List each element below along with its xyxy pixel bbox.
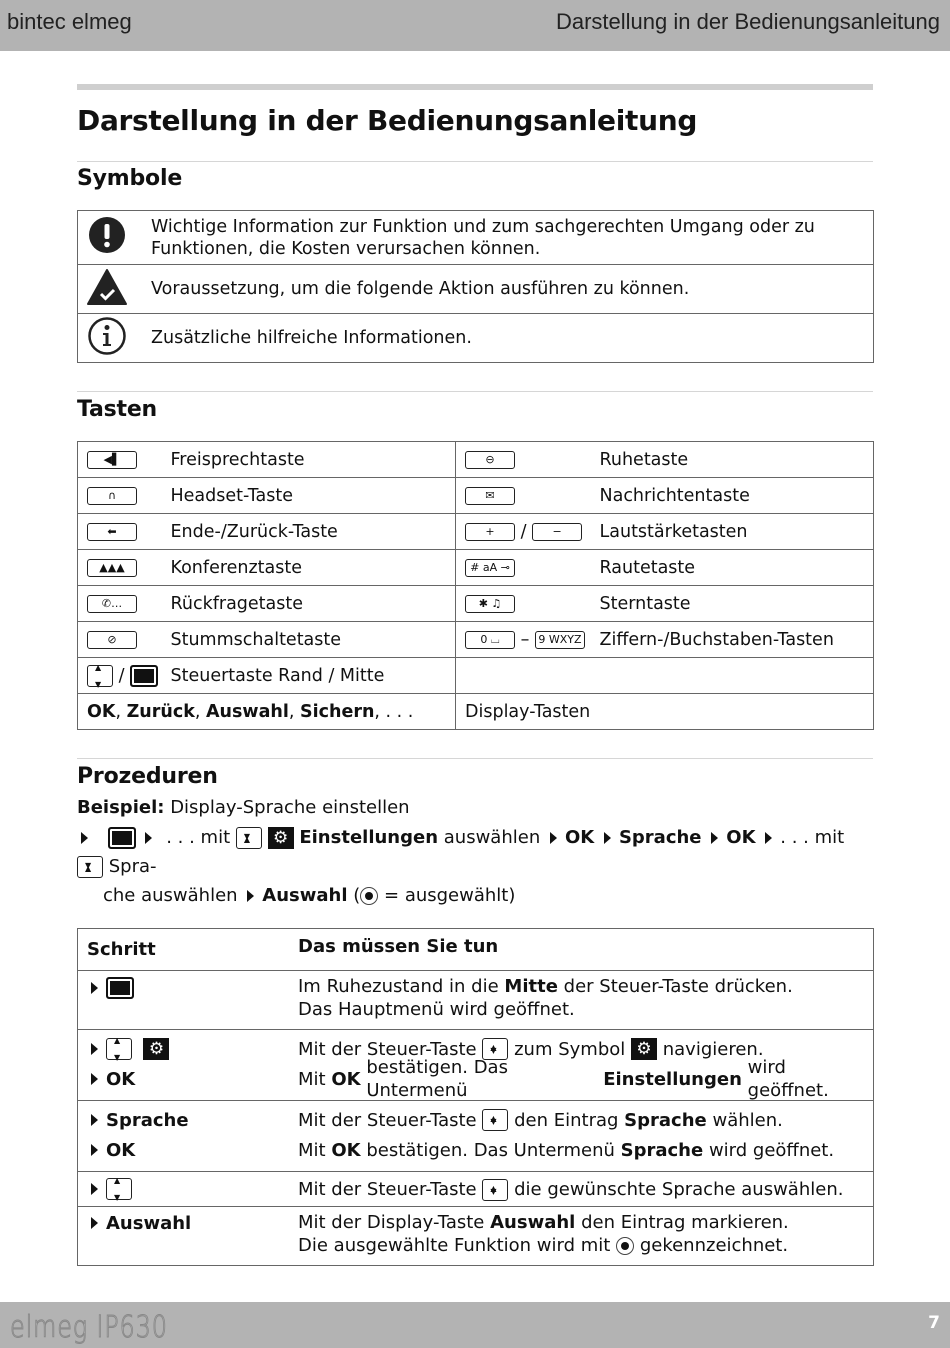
text: wählen. [712,1109,783,1131]
page-header [0,0,950,51]
nav-key-center-icon [106,977,134,999]
keys-table [77,441,874,730]
key-desc: Rückfragetaste [171,586,456,622]
step-arrow-icon [145,832,152,844]
more: , . . . [374,701,414,722]
info-icon [87,316,127,356]
speaker-key-icon: ◀▌ [87,451,137,469]
text: den Eintrag markieren. [581,1212,789,1233]
hash-key-sub: aA ⊸ [482,560,510,574]
key-desc: Nachrichtentaste [600,478,874,514]
volume-down-key-icon: − [532,523,582,541]
nav-key-edge-icon [106,1038,132,1060]
table-header-row [78,929,874,971]
text-bold: Auswahl [490,1212,576,1233]
text: zum Symbol [514,1038,626,1060]
step-label: Auswahl [106,1212,192,1234]
text: bestätigen. Das Untermenü [366,1139,615,1161]
step-label: OK [106,1139,136,1161]
step-arrow-icon [711,832,718,844]
display-keys-list [78,694,456,730]
back-key-icon: ⬅ [87,523,137,541]
step-label: Sprache [106,1109,189,1131]
key-ok: OK [564,827,595,848]
step [87,1135,280,1165]
text: bestätigen. Das Untermenü [366,1057,508,1101]
text: Mit [298,1068,326,1090]
key-sichern: Sichern [300,701,375,722]
key-ok: OK [87,701,116,722]
menu-sprache: Sprache [618,827,702,848]
step [87,1034,280,1064]
step [87,1174,280,1204]
text: auswählen [443,827,541,848]
step-arrow-icon [91,1183,98,1195]
digit-9-sub: WXYZ [548,632,582,646]
product-logo: elmeg IP630 [10,1310,168,1345]
line [298,1135,864,1165]
key-desc: Ende-/Zurück-Taste [171,514,456,550]
slash: / [118,665,125,686]
symbol-desc: Wichtige Information zur Funktion und zum sachgerechten Umgang oder zu Funktionen, die Kosten verursachen können. [136,211,874,265]
nav-key-edge-icon [87,665,113,687]
section-heading-tasten: Tasten [77,397,158,422]
divider [77,391,873,392]
symbol-desc: Zusätzliche hilfreiche Informationen. [136,314,874,363]
text-bold: Sprache [620,1139,704,1161]
step-arrow-icon [81,832,88,844]
divider [77,758,873,759]
digit-0-key-icon: 0 ⌴ [465,631,515,649]
header-section-title: Darstellung in der Bedienungsanleitung [555,9,940,34]
key-desc: Freisprechtaste [171,442,456,478]
table-row [78,971,874,1030]
digit-9-key-icon [535,631,585,649]
example-label: Beispiel: [77,797,165,818]
key-desc: Ruhetaste [600,442,874,478]
consultation-key-icon: ✆… [87,595,137,613]
digit-9-label: 9 [538,632,546,646]
key-desc: Steuertaste Rand / Mitte [171,658,456,694]
text: den Eintrag [514,1109,619,1131]
volume-up-key-icon: + [465,523,515,541]
table-row [78,658,874,694]
text: Das Hauptmenü wird geöffnet. [298,999,575,1020]
hash-key-icon: # aA ⊸ [465,559,515,577]
table-row [78,694,874,730]
step [87,975,280,1001]
key-desc: Stummschaltetaste [171,622,456,658]
text: ( [353,885,361,906]
nav-key-center-icon [108,827,136,849]
top-rule [77,84,873,90]
key-desc: Headset-Taste [171,478,456,514]
col-header-tun: Das müssen Sie tun [289,929,874,971]
table-row [78,314,874,363]
text: wird geöffnet. [708,1139,835,1161]
nav-key-edge-icon [236,827,262,849]
radio-selected-icon [360,887,378,905]
settings-gear-icon: ⚙ [631,1038,657,1060]
page-content [77,84,873,1266]
settings-gear-icon: ⚙ [268,827,294,849]
table-row [78,1101,874,1172]
key-desc: Rautetaste [600,550,874,586]
nav-key-edge-icon [77,856,103,878]
table-row [78,622,874,658]
radio-selected-icon [616,1237,634,1255]
line [298,1057,864,1101]
text: . . . mit [780,827,845,848]
nav-key-center-icon [130,665,158,687]
text-bold: Mitte [504,976,558,997]
text: Im Ruhezustand in die [298,976,499,997]
example-line [77,793,873,822]
table-row [78,1172,874,1207]
step [87,1211,280,1235]
text-bold: Einstellungen [603,1068,742,1090]
key-auswahl: Auswahl [206,701,289,722]
prerequisite-check-icon [86,268,128,306]
text-bold: OK [331,1068,361,1090]
menu-einstellungen: Einstellungen [299,827,439,848]
step-arrow-icon [550,832,557,844]
page-number: 7 [928,1313,940,1333]
step [87,1105,280,1135]
warning-exclamation-icon [88,216,126,254]
key-desc: Display-Tasten [456,694,874,730]
mute-key-icon: ⊘ [87,631,137,649]
line [298,1105,864,1135]
col-header-schritt: Schritt [78,929,290,971]
text: Mit [298,1139,326,1161]
step-arrow-icon [247,890,254,902]
key-ok: OK [726,827,756,848]
slash: / [520,521,527,542]
table-row [78,550,874,586]
table-row [78,442,874,478]
step-arrow-icon [765,832,772,844]
text: Spra- [108,856,157,877]
page-title: Darstellung in der Bedienungsanleitung [77,104,698,137]
text: Mit der Display-Taste [298,1212,485,1233]
sep: , [194,701,201,722]
page-footer [0,1302,950,1348]
procedure-line [77,823,873,910]
text: Mit der Steuer-Taste [298,1109,477,1131]
nav-key-edge-icon [106,1178,132,1200]
key-desc: Sterntaste [600,586,874,622]
nav-key-edge-icon [482,1109,508,1131]
text: Mit der Steuer-Taste [298,1178,477,1200]
text: die gewünschte Sprache auswählen. [514,1178,844,1200]
step-arrow-icon [91,1114,98,1126]
text: navigieren. [662,1038,764,1060]
step-label: OK [106,1068,136,1090]
steps-table [77,928,874,1266]
step-arrow-icon [91,1073,98,1085]
table-row [78,211,874,265]
table-row [78,1030,874,1101]
section-heading-prozeduren: Prozeduren [77,764,218,789]
example-text: Display-Sprache einstellen [170,797,410,818]
key-desc: Konferenztaste [171,550,456,586]
table-row [78,514,874,550]
text-bold: OK [331,1139,361,1161]
dash: – [520,629,530,650]
nav-key-edge-icon [482,1179,508,1201]
text: wird geöffnet. [747,1057,829,1101]
step-arrow-icon [604,832,611,844]
sep: , [288,701,295,722]
table-row [78,586,874,622]
step-arrow-icon [91,1144,98,1156]
step-arrow-icon [91,1043,98,1055]
step-arrow-icon [91,982,98,994]
key-zurueck: Zurück [126,701,195,722]
message-key-icon: ✉ [465,487,515,505]
text: = ausgewählt) [384,885,516,906]
step-arrow-icon [91,1217,98,1229]
text: Die ausgewählte Funktion wird mit [298,1235,611,1256]
text: gekennzeichnet. [639,1235,789,1256]
text-bold: Sprache [624,1109,707,1131]
symbols-table [77,210,874,363]
divider [77,161,873,162]
key-auswahl: Auswahl [262,885,348,906]
standby-key-icon: ⊖ [465,451,515,469]
key-desc: Lautstärketasten [600,514,874,550]
table-row [78,1207,874,1266]
headset-key-icon: ∩ [87,487,137,505]
text: der Steuer-Taste drücken. [563,976,793,997]
settings-gear-icon: ⚙ [143,1038,169,1060]
header-brand: bintec elmeg [7,9,132,34]
table-row [78,478,874,514]
table-row [78,265,874,314]
text: Mit der Steuer-Taste [298,1038,477,1060]
key-desc: Ziffern-/Buchstaben-Tasten [600,622,874,658]
text: . . . mit [166,827,231,848]
symbol-desc: Voraussetzung, um die folgende Aktion ausführen zu können. [136,265,874,314]
sep: , [115,701,122,722]
conference-key-icon: ▲▲▲ [87,559,137,577]
star-key-icon: ✱ ♫ [465,595,515,613]
text: che auswählen [103,885,238,906]
nav-key-edge-icon [482,1038,508,1060]
step [87,1064,280,1094]
section-heading-symbole: Symbole [77,166,183,191]
